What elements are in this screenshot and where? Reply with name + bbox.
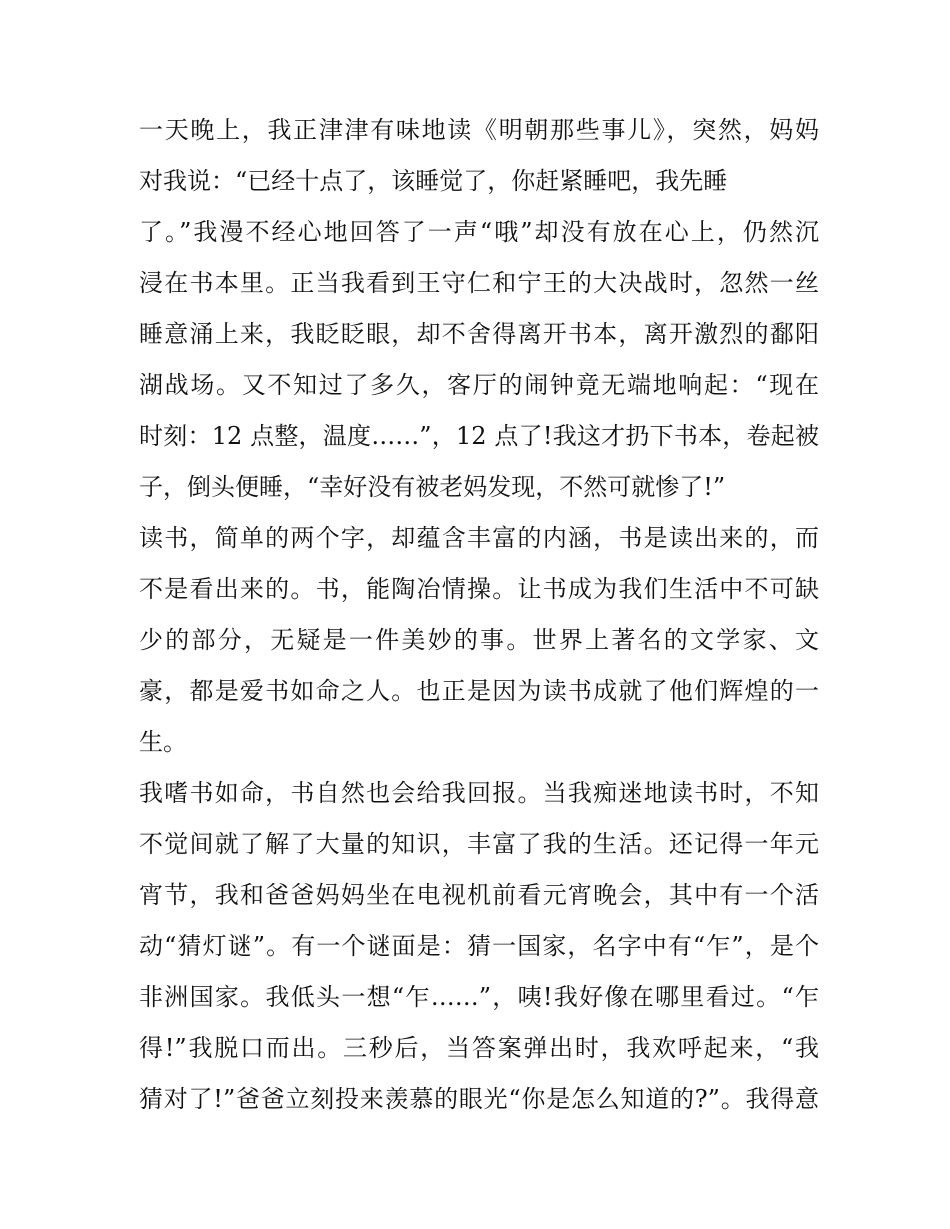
text-line: 对我说：“已经十点了，该睡觉了，你赶紧睡吧，我先睡 xyxy=(139,167,728,195)
text-line: 时刻：12 点整，温度……”，12 点了!我这才扔下书本，卷起被 xyxy=(139,422,819,450)
text-line: 了。”我漫不经心地回答了一声“哦”却没有放在心上，仍然沉 xyxy=(139,218,819,246)
text-line: 睡意涌上来，我眨眨眼，却不舍得离开书本，离开激烈的鄱阳 xyxy=(139,320,819,348)
text-line: 不觉间就了解了大量的知识，丰富了我的生活。还记得一年元 xyxy=(139,830,819,858)
text-line: 宵节，我和爸爸妈妈坐在电视机前看元宵晚会，其中有一个活 xyxy=(139,881,819,909)
text-line: 读书，简单的两个字，却蕴含丰富的内涵，书是读出来的，而 xyxy=(139,524,819,552)
essay-body xyxy=(139,105,819,1125)
text-line: 动“猜灯谜”。有一个谜面是：猜一国家，名字中有“乍”，是个 xyxy=(139,932,819,960)
text-line: 浸在书本里。正当我看到王守仁和宁王的大决战时，忽然一丝 xyxy=(139,269,819,297)
text-line: 少的部分，无疑是一件美妙的事。世界上著名的文学家、文 xyxy=(139,626,819,654)
text-line: 一天晚上，我正津津有味地读《明朝那些事儿》，突然，妈妈 xyxy=(139,116,819,144)
text-line: 我嗜书如命，书自然也会给我回报。当我痴迷地读书时，不知 xyxy=(139,779,819,807)
text-line: 湖战场。又不知过了多久，客厅的闹钟竟无端地响起：“现在 xyxy=(139,371,819,399)
text-line: 猜对了!”爸爸立刻投来羡慕的眼光“你是怎么知道的?”。我得意 xyxy=(139,1085,819,1113)
text-line: 得!”我脱口而出。三秒后，当答案弹出时，我欢呼起来，“我 xyxy=(139,1034,819,1062)
text-line: 子，倒头便睡，“幸好没有被老妈发现，不然可就惨了!” xyxy=(139,473,726,501)
text-line: 豪，都是爱书如命之人。也正是因为读书成就了他们辉煌的一 xyxy=(139,677,819,705)
text-line: 生。 xyxy=(139,728,187,756)
text-line: 不是看出来的。书，能陶冶情操。让书成为我们生活中不可缺 xyxy=(139,575,819,603)
text-line: 非洲国家。我低头一想“乍……”，咦!我好像在哪里看过。“乍 xyxy=(139,983,819,1011)
